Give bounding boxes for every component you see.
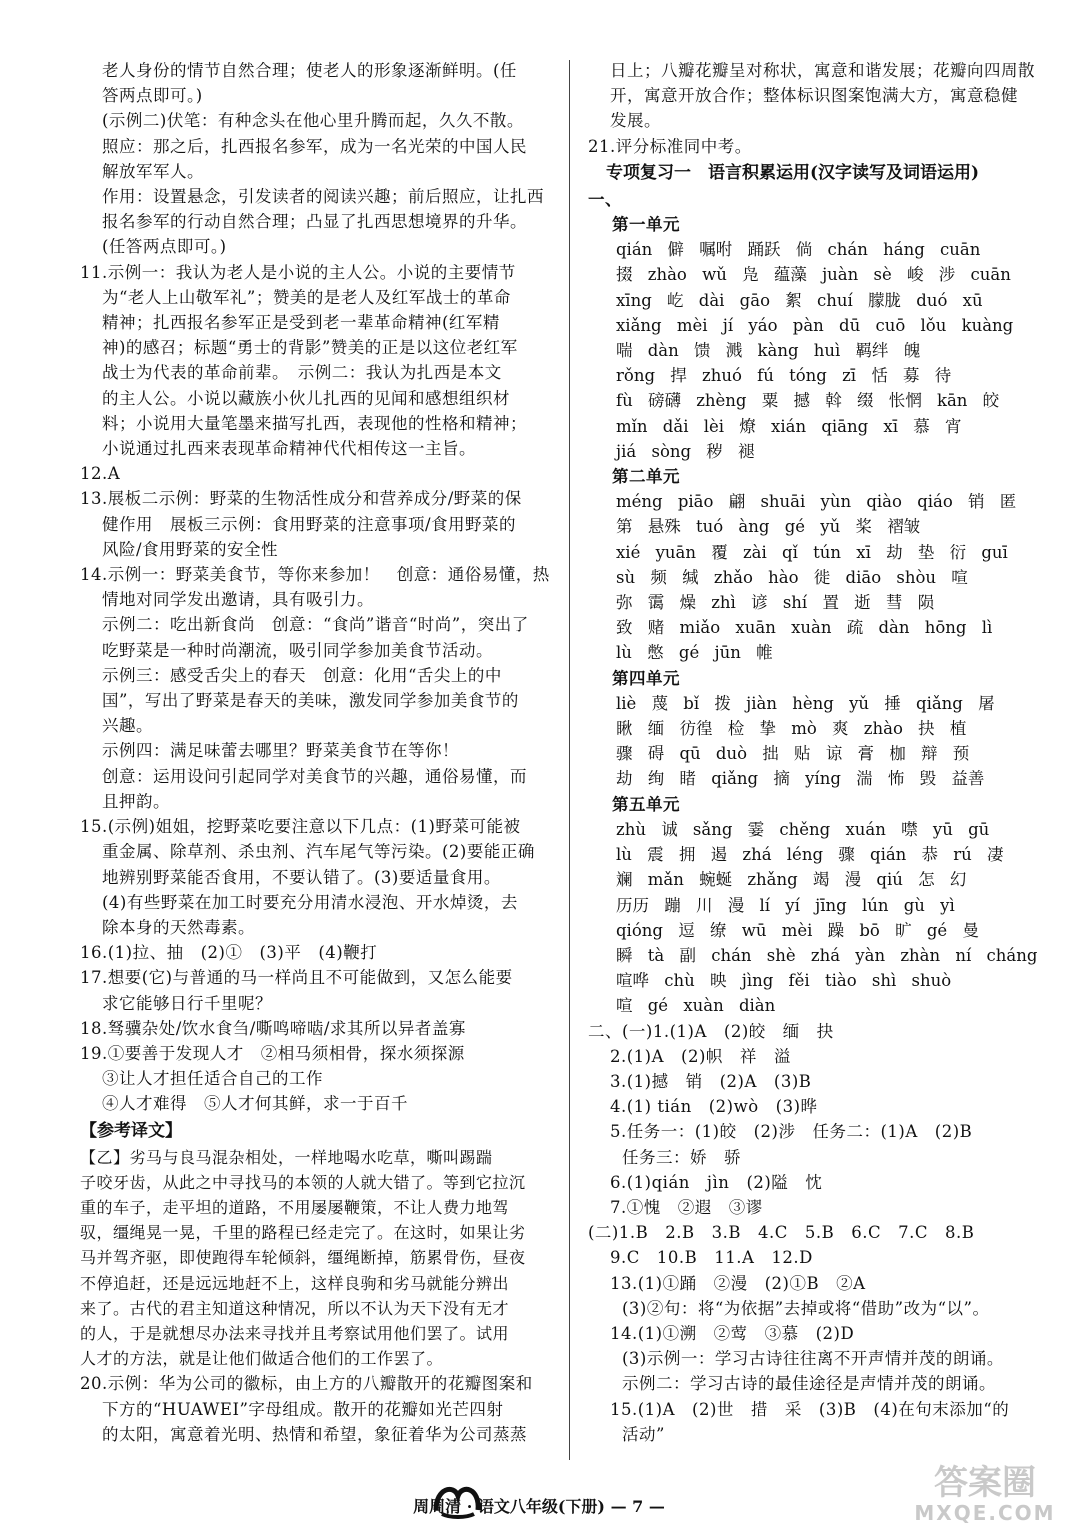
unit-heading: 第一单元 [612, 215, 680, 235]
answer-line: 精神；扎西报名参军正是受到老一辈革命精神(红军精 [102, 313, 500, 333]
pinyin-row: xiǎng mèi jí yáo pàn dū cuō lǒu kuàng [616, 315, 1014, 335]
answer-line: (3)②句：将“为依据”去掉或将“借助”改为“以”。 [622, 1298, 990, 1318]
pinyin-row: xié yuān 覆 zài qǐ tún xī 劫 垫 衍 guī [616, 542, 1008, 562]
pinyin-row: zhù 诚 sǎng 霎 chěng xuán 噤 yū gū [616, 819, 990, 839]
answer-line: 老人身份的情节自然合理；使老人的形象逐渐鲜明。(任 [102, 61, 517, 80]
answer-line: 3.(1)撼 销 (2)A (3)B [610, 1071, 812, 1091]
answer-line: 求它能够日行千里呢？ [102, 993, 272, 1013]
answer-line: 5.任务一：(1)皎 (2)涉 任务二：(1)A (2)B [610, 1122, 973, 1142]
page-footer: 周周清 · 语文八年级(下册) — 7 — [413, 1497, 665, 1516]
unit-heading: 第二单元 [612, 467, 680, 487]
pinyin-row: 斓 mǎn 蜿蜒 zhǎng 竭 漫 qiú 怎 幻 [616, 870, 967, 890]
pinyin-row: mǐn dǎi lèi 燎 xián qiāng xī 慕 宵 [616, 416, 962, 436]
answer-line: 照应：那之后，扎西报名参军，成为一名光荣的中国人民 [102, 136, 527, 156]
pinyin-row: fù 磅礴 zhèng 粟 撼 斡 缀 怅惘 kān 皎 [616, 391, 1000, 411]
pinyin-row: 瞅 缅 彷徨 检 挚 mò 爽 zhào 抉 植 [616, 719, 967, 739]
reference-translation [80, 1145, 550, 1372]
answer-line: 报名参军的行动自然合理；凸显了扎西思想境界的升华。 [102, 212, 527, 232]
answer-line: 12.A [80, 464, 121, 484]
translation-line: 来了。古代的君主知道这种情况，所以不认为天下没有无才 [80, 1298, 510, 1318]
answer-line: 活动” [622, 1424, 665, 1444]
answer-line: 7.①愧 ②遐 ③谬 [610, 1197, 763, 1217]
answer-line: 答两点即可。) [102, 86, 203, 106]
answer-line: 作用：设置悬念，引发读者的阅读兴趣；前后照应，让扎西 [102, 187, 544, 207]
answer-line: 日上；八瓣花瓣呈对称状，寓意和谐发展；花瓣向四周散 [610, 61, 1035, 80]
answer-line: ④人才难得 ⑤人才何其鲜，求一于百千 [102, 1094, 408, 1114]
pinyin-row: 弥 霭 燥 zhì 谚 shí 置 逝 彗 陨 [616, 593, 935, 613]
answer-line: 小说通过扎西来表现革命精神代代相传这一主旨。 [102, 439, 476, 459]
pinyin-row: 瞬 tà 副 chán shè zhá yàn zhàn ní cháng [616, 945, 1038, 965]
answer-line: 6.(1)qián jìn (2)隘 忱 [610, 1172, 823, 1192]
pinyin-row: 喧 gé xuàn diàn [616, 996, 776, 1016]
pinyin-row: qián 僻 嘱咐 踊跃 倘 chán háng cuān [616, 240, 981, 260]
answer-line: 的太阳，寓意着光明、热情和希望，象征着华为公司蒸蒸 [102, 1424, 527, 1444]
translation-line: 子咬牙齿，从此之中寻找马的本领的人就大错了。等到它拉沉 [80, 1172, 526, 1192]
answer-line: 4.(1) tián (2)wò (3)晔 [610, 1097, 818, 1117]
answer-line: 15.(示例)姐姐，挖野菜吃要注意以下几点：(1)野菜可能被 [80, 817, 521, 837]
answer-line: 发展。 [610, 111, 661, 131]
right-top-answers [588, 58, 1058, 159]
answer-line: 战士为代表的革命前辈。 示例二：我认为扎西是本文 [102, 363, 502, 383]
answer-line: 11.示例一：我认为老人是小说的主人公。小说的主要情节 [80, 262, 516, 282]
answer-line: 19.①要善于发现人才 ②相马须相骨，探水须探源 [80, 1043, 465, 1063]
translation-line: 人才的方法，就是让他们做适合他们的工作罢了。 [80, 1349, 444, 1369]
translation-line: 马并驾齐驱，即使跑得车轮倾斜，缰绳断掉，筋累骨伤，昼夜 [80, 1248, 526, 1268]
answer-line: 兴趣。 [102, 716, 153, 736]
answer-line: 国”，写出了野菜是春天的美味，激发同学参加美食节的 [102, 691, 519, 711]
left-tail-answers [80, 1371, 550, 1447]
answer-line: 创意：运用设问引起同学对美食节的兴趣，通俗易懂，而 [102, 766, 527, 786]
watermark-line2: MXQE.COM [914, 1501, 1056, 1525]
answer-line: 料；小说用大量笔墨来描写扎西，表现他的性格和精神； [102, 413, 527, 433]
answer-line: 任务三：娇 骄 [622, 1147, 741, 1167]
answer-line: 13.(1)①踊 ②漫 (2)①B ②A [610, 1273, 866, 1293]
right-column [588, 58, 1058, 1447]
answer-line: (示例二)伏笔：有种念头在他心里升腾而起，久久不散。 [102, 111, 524, 131]
translation-line: 【乙】劣马与良马混杂相处，一样地喝水吃草，嘶叫踢踹 [80, 1147, 493, 1167]
unit-list [588, 212, 1058, 1019]
unit-heading: 第五单元 [612, 794, 680, 814]
answer-line: 9.C 10.B 11.A 12.D [610, 1248, 813, 1268]
answer-line: 21.评分标准同中考。 [588, 136, 752, 156]
part1-label: 一、 [588, 189, 622, 209]
pinyin-row: rǒng 捍 zhuó fú tóng zī 恬 募 待 [616, 366, 952, 386]
answer-line: 的主人公。小说以藏族小伙儿扎西的见闻和感想组织材 [102, 388, 510, 408]
answer-line: 神)的感召；标题“勇士的背影”赞美的正是以这位老红军 [102, 338, 518, 358]
answer-line: 17.想要(它)与普通的马一样尚且不可能做到，又怎么能要 [80, 968, 513, 988]
pinyin-row: 劫 绚 睹 qiǎng 摘 yíng 湍 怖 毁 益善 [616, 769, 985, 789]
pinyin-row: 掇 zhào wǔ 凫 蕴藻 juàn sè 峻 涉 cuān [616, 265, 1011, 285]
column-divider [569, 60, 570, 1460]
pinyin-row: 喘 dàn 馈 溅 kàng huì 羁绊 魄 [616, 341, 921, 361]
answer-line: 示例三：感受舌尖上的春天 创意：化用“舌尖上的中 [102, 665, 502, 685]
pinyin-row: méng piāo 翩 shuāi yùn qiào qiáo 销 匿 [616, 492, 1017, 512]
pinyin-row: xīng 屹 dài gāo 絮 chuí 朦胧 duó xū [616, 290, 983, 310]
answer-line: 情地对同学发出邀请，具有吸引力。 [102, 590, 374, 610]
answer-line: 地辨别野菜能否食用，不要认错了。(3)要适量食用。 [102, 867, 501, 887]
pinyin-row: qióng 逗 缭 wū mèi 躁 bō 旷 gé 曼 [616, 920, 979, 940]
translation-line: 重的车子，走平坦的道路，不用屡屡鞭策，不让人费力地驾 [80, 1197, 510, 1217]
pinyin-row: sù 频 缄 zhǎo hào 徙 diāo shòu 喧 [616, 567, 968, 587]
answer-line: 18.驽骥杂处/饮水食刍/嘶鸣啼啮/求其所以异者盖寡 [80, 1018, 466, 1038]
answer-line: (3)示例一：学习古诗往往离不开声情并茂的朗诵。 [622, 1349, 1004, 1369]
answer-line: 二、(一)1.(1)A (2)皎 缅 抉 [588, 1021, 834, 1041]
pinyin-row: 喧哗 chù 映 jìng fěi tiào shì shuò [616, 971, 952, 991]
translation-line: 的人，于是就想尽办法来寻找并且考察试用他们罢了。试用 [80, 1323, 510, 1343]
unit-heading: 第四单元 [612, 668, 680, 688]
answer-line: 【参考译文】 [80, 1120, 182, 1141]
section-title: 专项复习一 语言积累运用(汉字读写及词语运用) [606, 162, 980, 183]
answer-line: 且押韵。 [102, 791, 170, 811]
answer-line: 14.(1)①溯 ②莺 ③慕 (2)D [610, 1323, 855, 1343]
pinyin-row: 致 赌 miǎo xuān xuàn 疏 dàn hōng lì [616, 618, 993, 638]
left-answers [80, 58, 550, 1145]
answer-line: 15.(1)A (2)世 措 采 (3)B (4)在句末添加“的 [610, 1399, 1010, 1419]
pinyin-row: liè 蔑 bǐ 拨 jiàn hèng yǔ 捶 qiǎng 屠 [616, 693, 995, 713]
answer-line: (二)1.B 2.B 3.B 4.C 5.B 6.C 7.C 8.B [588, 1223, 975, 1243]
translation-line: 不停追赶，还是远远地赶不上，这样良驹和劣马就能分辨出 [80, 1273, 510, 1293]
answer-line: 20.示例：华为公司的徽标，由上方的八瓣散开的花瓣图案和 [80, 1374, 533, 1394]
answer-line: 16.(1)拉、抽 (2)① (3)平 (4)鞭打 [80, 943, 378, 963]
answer-line: 除本身的天然毒素。 [102, 917, 255, 937]
answer-line: ③让人才担任适合自己的工作 [102, 1069, 323, 1089]
answer-line: 下方的“HUAWEI”字母组成。散开的花瓣如光芒四射 [102, 1399, 504, 1419]
answer-line: 示例二：吃出新食尚 创意：“食尚”谐音“时尚”，突出了 [102, 615, 529, 635]
watermark [900, 1464, 1070, 1528]
answer-line: 14.示例一：野菜美食节，等你来参加！ 创意：通俗易懂，热 [80, 565, 550, 585]
pinyin-row: lù 震 拥 遏 zhá léng 骤 qián 恭 rú 凄 [616, 845, 1004, 865]
answer-line: 重金属、除草剂、杀虫剂、汽车尾气等污染。(2)要能正确 [102, 842, 535, 862]
watermark-line1: 答案圈 [934, 1463, 1036, 1503]
pinyin-row: lù 憋 gé jūn 帷 [616, 643, 773, 663]
answer-line: (任答两点即可。) [102, 237, 227, 257]
pinyin-row: 历历 蹦 川 漫 lí yí jīng lún gù yì [616, 895, 955, 915]
answer-line: 示例四：满足味蕾去哪里？野菜美食节在等你！ [102, 741, 459, 761]
answer-line: 健作用 展板三示例：食用野菜的注意事项/食用野菜的 [102, 514, 517, 534]
left-column [80, 58, 550, 1447]
pinyin-row: jiá sòng 秽 褪 [616, 441, 755, 461]
answer-line: 示例二：学习古诗的最佳途径是声情并茂的朗诵。 [622, 1374, 996, 1394]
answer-line: (4)有些野菜在加工时要充分用清水浸泡、开水焯烫，去 [102, 892, 518, 912]
answer-line: 吃野菜是一种时尚潮流，吸引同学参加美食节活动。 [102, 640, 493, 660]
pinyin-row: 骤 碍 qū duò 拙 贴 谅 膏 枷 辩 预 [616, 744, 970, 764]
answer-line: 风险/食用野菜的安全性 [102, 539, 279, 559]
answer-line: 2.(1)A (2)帜 祥 溢 [610, 1046, 791, 1066]
answer-line: 13.展板二示例：野菜的生物活性成分和营养成分/野菜的保 [80, 489, 522, 509]
pinyin-row: 第 悬殊 tuó àng gé yǔ 桨 褶皱 [616, 517, 921, 537]
answer-list [588, 1019, 1058, 1447]
translation-line: 驭，缰绳晃一晃，千里的路程已经走完了。在这时，如果让劣 [80, 1223, 526, 1243]
answer-line: 为“老人上山敬军礼”；赞美的是老人及红军战士的革命 [102, 287, 511, 307]
answer-line: 开，寓意开放合作；整体标识图案饱满大方，寓意稳健 [610, 86, 1018, 106]
answer-line: 解放军军人。 [102, 161, 204, 181]
